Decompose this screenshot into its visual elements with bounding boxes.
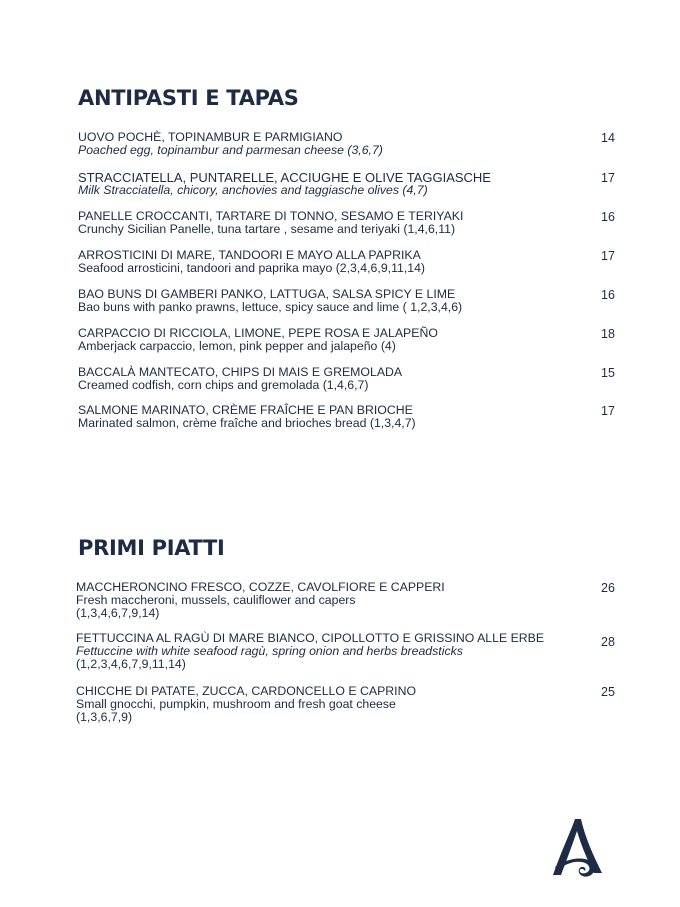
item-desc-en: Small gnocchi, pumpkin, mushroom and fresh goat cheese	[76, 697, 396, 711]
item-desc-en: Bao buns with panko prawns, lettuce, spicy sauce and lime ( 1,2,3,4,6)	[78, 300, 463, 314]
item-price: 16	[601, 210, 615, 224]
item-name-it: PANELLE CROCCANTI, TARTARE DI TONNO, SESAMO E TERIYAKI	[78, 209, 464, 223]
item-allergens: (1,2,3,4,6,7,9,11,14)	[76, 657, 186, 671]
stylized-letter-a-logo-icon	[549, 817, 613, 884]
menu-item	[78, 131, 638, 157]
menu-item	[78, 171, 638, 197]
item-price: 17	[601, 249, 615, 263]
item-price: 18	[601, 327, 615, 341]
item-desc-en: Seafood arrosticini, tandoori and paprika mayo (2,3,4,6,9,11,14)	[78, 261, 426, 275]
menu-item	[78, 404, 638, 430]
item-price: 14	[601, 131, 615, 145]
item-name-it: UOVO POCHÈ, TOPINAMBUR E PARMIGIANO	[78, 130, 343, 144]
menu-item	[76, 581, 636, 620]
item-desc-en: Marinated salmon, crème fraîche and brioches bread (1,3,4,7)	[78, 416, 416, 430]
item-desc-en: Crunchy Sicilian Panelle, tuna tartare , sesame and teriyaki (1,4,6,11)	[78, 222, 456, 236]
menu-item	[78, 366, 638, 392]
item-name-it: BACCALÀ MANTECATO, CHIPS DI MAIS E GREMOLADA	[78, 365, 403, 379]
item-price: 16	[601, 288, 615, 302]
item-price: 15	[601, 366, 615, 380]
item-desc-en: Poached egg, topinambur and parmesan cheese (3,6,7)	[78, 143, 383, 157]
item-allergens: (1,3,4,6,7,9,14)	[76, 606, 160, 620]
item-name-it: FETTUCCINA AL RAGÙ DI MARE BIANCO, CIPOLLOTTO E GRISSINO ALLE ERBE	[76, 631, 545, 645]
item-price: 17	[601, 171, 615, 185]
item-name-it: ARROSTICINI DI MARE, TANDOORI E MAYO ALLA PAPRIKA	[78, 248, 421, 262]
menu-item	[78, 210, 638, 236]
item-allergens: (1,3,6,7,9)	[76, 710, 133, 724]
item-name-it: STRACCIATELLA, PUNTARELLE, ACCIUGHE E OLIVE TAGGIASCHE	[78, 170, 491, 185]
item-desc-en: Fettuccine with white seafood ragù, spring onion and herbs breadsticks	[76, 644, 463, 658]
item-name-it: CARPACCIO DI RICCIOLA, LIMONE, PEPE ROSA E JALAPEÑO	[78, 326, 438, 340]
menu-item	[76, 685, 636, 724]
item-desc-en: Fresh maccheroni, mussels, cauliflower and capers	[76, 593, 356, 607]
item-name-it: CHICCHE DI PATATE, ZUCCA, CARDONCELLO E CAPRINO	[76, 684, 417, 698]
item-price: 26	[601, 581, 615, 595]
menu-item	[78, 249, 638, 275]
item-price: 25	[601, 685, 615, 699]
item-desc-en: Amberjack carpaccio, lemon, pink pepper and jalapeño (4)	[78, 339, 396, 353]
section-title-antipasti: ANTIPASTI E TAPAS	[78, 86, 299, 110]
menu-item	[78, 327, 638, 353]
menu-item	[76, 632, 636, 671]
item-desc-en: Milk Stracciatella, chicory, anchovies and taggiasche olives (4,7)	[78, 183, 428, 197]
item-name-it: BAO BUNS DI GAMBERI PANKO, LATTUGA, SALSA SPICY E LIME	[78, 287, 456, 301]
item-name-it: MACCHERONCINO FRESCO, COZZE, CAVOLFIORE E CAPPERI	[76, 580, 445, 594]
item-desc-en: Creamed codfish, corn chips and gremolada (1,4,6,7)	[78, 378, 369, 392]
item-price: 28	[601, 635, 615, 649]
item-name-it: SALMONE MARINATO, CRÈME FRAÎCHE E PAN BRIOCHE	[78, 403, 413, 417]
item-price: 17	[601, 404, 615, 418]
section-title-primi: PRIMI PIATTI	[78, 536, 225, 560]
menu-item	[78, 288, 638, 314]
